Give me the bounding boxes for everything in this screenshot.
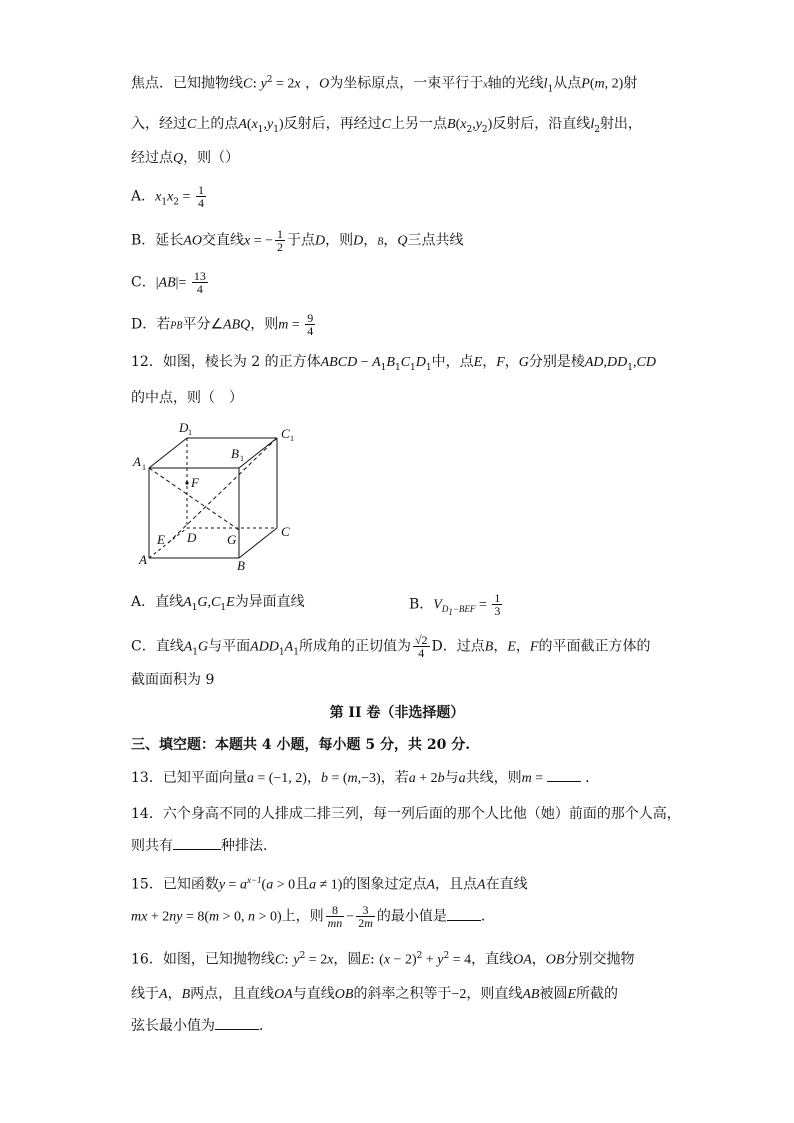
q11-line2: 入，经过C上的点$A(x_1,y_1)$反射后，再经过C上另一点$B(x_2,y_2)$反射后，沿直线$l_2$射出，	[131, 116, 642, 135]
q11-option-b: B．延长AO交直线x = − $\frac{1}{2}$ 于点D，则D，B，Q三点共线	[131, 227, 464, 254]
cube-label-b1: B	[231, 446, 239, 461]
q15-answer-blank[interactable]	[447, 908, 481, 921]
cube-figure	[131, 418, 311, 578]
cube-label-a: A	[139, 552, 147, 567]
cube-label-g: G	[227, 532, 237, 547]
svg-text:1: 1	[240, 454, 244, 463]
q11-option-c: C．|AB|= $\frac{13}{4}$	[131, 269, 206, 296]
cube-label-d: D	[187, 530, 197, 545]
q16-line3: 弦长最小值为 ．	[131, 1018, 273, 1034]
q16-line1: 16．如图，已知抛物线C: $y^2 = 2x$，圆E: $(x - 2)^2 + y^2 = 4$，直线OA，OB分别交抛物	[131, 951, 635, 968]
q12-line2: 的中点，则（ ）	[131, 390, 243, 406]
q13: 13．已知平面向量a = (−1, 2)，b = (m,−3)，若a + 2b与a共线，则m = ．	[131, 770, 600, 786]
svg-text:1: 1	[290, 434, 294, 443]
q11-line1: 焦点．已知抛物线C: $y^2 = 2x$ ，O为坐标原点，一束平行于x轴的光线$l_1$从点P(m, 2)射	[131, 75, 638, 95]
q11-option-d: D．若PB平分∠ABQ，则m = $\frac{9}{4}$	[131, 311, 314, 338]
cube-label-c1: C	[281, 426, 290, 441]
q14-answer-blank[interactable]	[173, 837, 221, 850]
q15-line2: mx + 2ny = 8(m > 0, n > 0)上，则 $\frac{8}{mn}$ − $\frac{3}{2m}$ 的最小值是 .	[131, 903, 486, 930]
q15-line1: 15．已知函数$y = a^{x-1}(a > 0$且a ≠ 1)的图象过定点A，且点A在直线	[131, 875, 528, 893]
q11-line3: 经过点Q，则（）	[131, 150, 240, 166]
q13-answer-blank[interactable]	[547, 769, 581, 782]
point-f	[185, 481, 188, 484]
section3-heading: 三、填空题：本题共 4 小题，每小题 5 分，共 20 分.	[131, 737, 471, 753]
q11-text: 焦点．已知抛物线	[131, 75, 243, 92]
q12-line1: 12．如图，棱长为 2 的正方体ABCD − $A_1B_1C_1D_1$中，点E，F，G分别是棱$AD,DD_1,CD$	[131, 354, 656, 373]
cube-label-a1: A	[133, 454, 141, 469]
q16-answer-blank[interactable]	[215, 1017, 259, 1030]
q16-line2: 线于A，B两点，且直线OA与直线OB的斜率之积等于−2，则直线AB被圆E所截的	[131, 986, 619, 1002]
cube-label-d1: D	[179, 420, 189, 435]
q12-option-c: C．直线$A_1G$与平面$ADD_1A_1$所成角的正切值为 $\frac{√2}{4}$ D．过点B，E，F的平面截正方体的	[131, 633, 651, 660]
svg-text:1: 1	[188, 428, 192, 437]
cube-label-b: B	[237, 558, 245, 573]
cube-label-c: C	[281, 524, 290, 539]
q12-option-b: B．$V_{D_1-BEF}$ = $\frac{1}{3}$	[409, 591, 501, 618]
q14-line2: 则共有 种排法．	[131, 838, 277, 854]
q12-option-a: A．直线$A_1G,C_1E$为异面直线	[131, 594, 305, 613]
cube-label-f: F	[191, 475, 199, 490]
q14-line1: 14．六个身高不同的人排成二排三列，每一列后面的那个人比他（她）前面的那个人高，	[131, 806, 681, 822]
cube-label-e: E	[157, 532, 165, 547]
svg-text:1: 1	[142, 463, 146, 472]
part2-title: 第 II 卷（非选择题）	[329, 705, 465, 721]
q12-option-d-line2: 截面面积为 9	[131, 672, 215, 688]
q11-option-a: A．$x_1x_2$ = $\frac{1}{4}$	[131, 183, 204, 210]
